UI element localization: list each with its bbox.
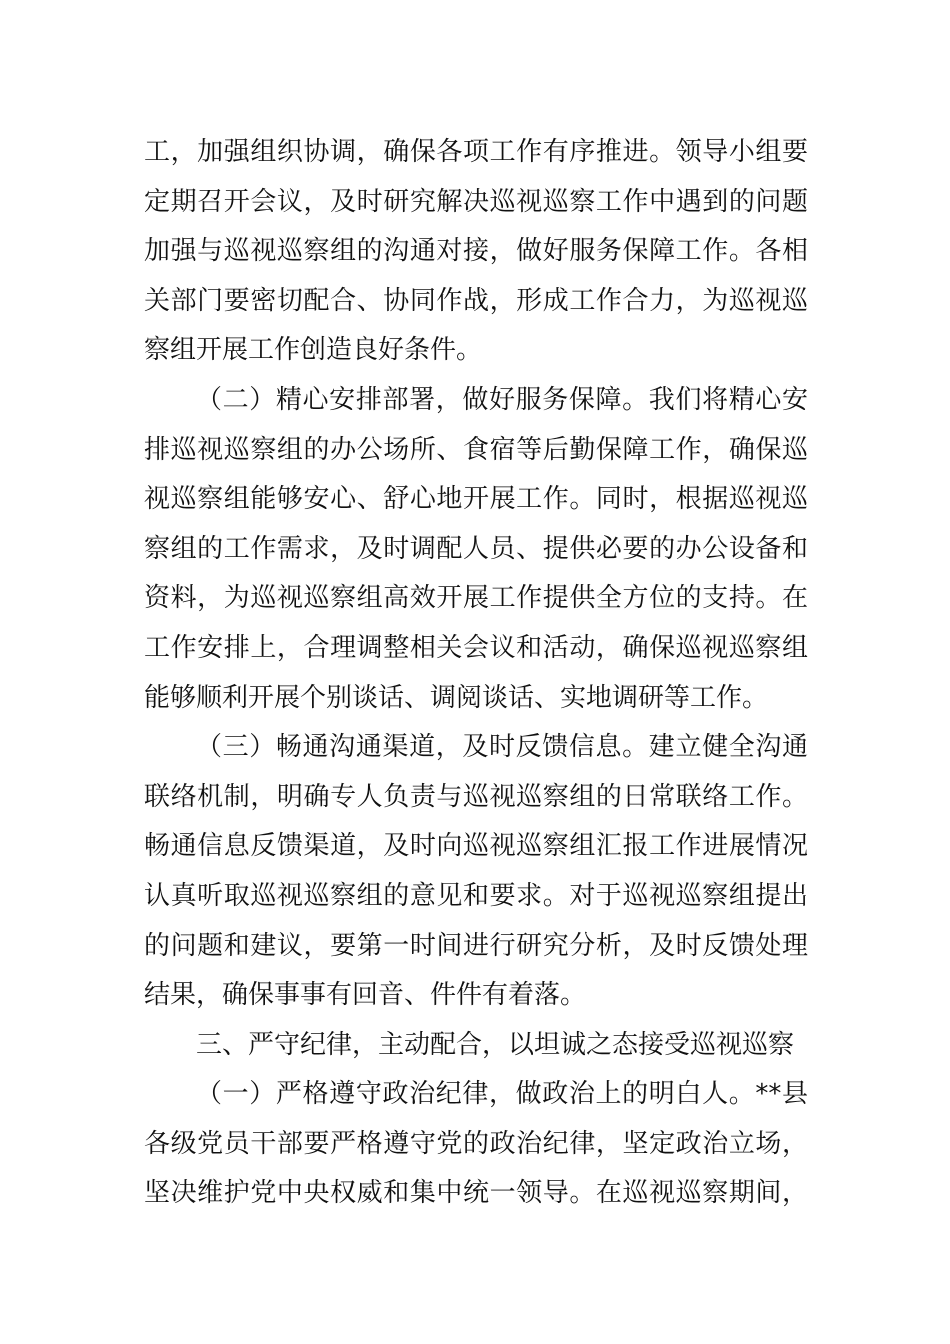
text-line: 定期召开会议，及时研究解决巡视巡察工作中遇到的问题 bbox=[144, 186, 808, 217]
text-line: 察组的工作需求，及时调配人员、提供必要的办公设备和 bbox=[144, 533, 808, 564]
text-line: 视巡察组能够安心、舒心地开展工作。同时，根据巡视巡 bbox=[144, 484, 808, 515]
text-line: 工作安排上，合理调整相关会议和活动，确保巡视巡察组 bbox=[144, 632, 808, 663]
text-line: 畅通信息反馈渠道，及时向巡视巡察组汇报工作进展情况 bbox=[144, 831, 808, 862]
text-line: 坚决维护党中央权威和集中统一领导。在巡视巡察期间， bbox=[144, 1178, 808, 1209]
text-line: 联络机制，明确专人负责与巡视巡察组的日常联络工作。 bbox=[144, 781, 808, 812]
text-line: 结果，确保事事有回音、件件有着落。 bbox=[144, 980, 587, 1011]
text-line: 的问题和建议，要第一时间进行研究分析，及时反馈处理 bbox=[144, 930, 808, 961]
section-heading: （二）精心安排部署，做好服务保障。我们将精心安 bbox=[196, 384, 808, 415]
text-line: 能够顺利开展个别谈话、调阅谈话、实地调研等工作。 bbox=[144, 682, 769, 713]
section-heading: （一）严格遵守政治纪律，做政治上的明白人。**县 bbox=[196, 1079, 808, 1110]
text-line: 工，加强组织协调，确保各项工作有序推进。领导小组要 bbox=[144, 137, 808, 167]
text-line: 察组开展工作创造良好条件。 bbox=[144, 335, 483, 366]
text-line: 排巡视巡察组的办公场所、食宿等后勤保障工作，确保巡 bbox=[144, 434, 808, 465]
section-heading: （三）畅通沟通渠道，及时反馈信息。建立健全沟通 bbox=[196, 732, 808, 763]
text-line: 加强与巡视巡察组的沟通对接，做好服务保障工作。各相 bbox=[144, 236, 808, 267]
chapter-heading: 三、严守纪律，主动配合，以坦诚之态接受巡视巡察 bbox=[196, 1029, 795, 1060]
body-text bbox=[144, 128, 808, 1219]
text-line: 认真听取巡视巡察组的意见和要求。对于巡视巡察组提出 bbox=[144, 880, 808, 911]
text-line: 资料，为巡视巡察组高效开展工作提供全方位的支持。在 bbox=[144, 583, 808, 614]
text-line: 关部门要密切配合、协同作战，形成工作合力，为巡视巡 bbox=[144, 285, 808, 316]
text-line: 各级党员干部要严格遵守党的政治纪律，坚定政治立场， bbox=[144, 1128, 808, 1159]
